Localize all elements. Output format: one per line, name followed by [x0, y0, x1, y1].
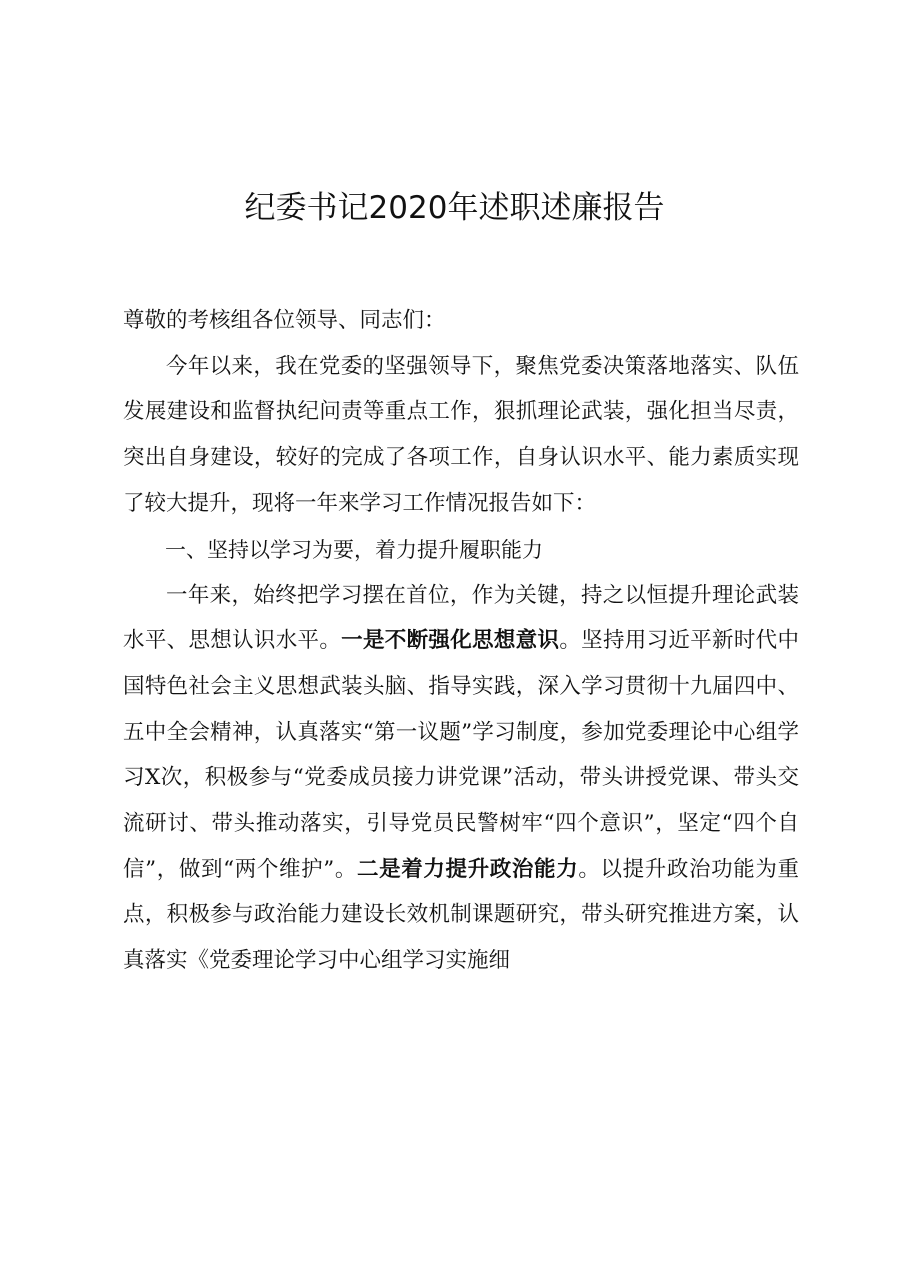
bold-point-two: 二是着力提升政治能力: [357, 856, 579, 882]
document-title: 纪委书记2020年述职述廉报告: [244, 190, 665, 226]
intro-paragraph: 今年以来，我在党委的坚强领导下，聚焦党委决策落地落实、队伍发展建设和监督执纪问责等重点工作，狠抓理论武装，强化担当尽责，突出自身建设，较好的完成了各项工作，自身认识水平、能力素质实现了较大提升，现将一年来学习工作情况报告如下：: [123, 353, 799, 516]
paragraph-lead-text: 一年来，始终把学习摆在首位，作为关键，持之以恒提升理论武装水平、思想认识水平。: [123, 582, 799, 654]
bold-point-one: 一是不断强化思想意识: [341, 628, 560, 654]
salutation: 尊敬的考核组各位领导、同志们：: [123, 308, 446, 333]
paragraph-tail-text: 。以提升政治功能为重点，积极参与政治能力建设长效机制课题研究，带头研究推进方案，认真落实《党委理论学习中心组学习实施细: [123, 856, 799, 974]
document-body: [123, 298, 799, 984]
section-heading: 一、坚持以学习为要，着力提升履职能力: [165, 537, 543, 562]
paragraph-middle-text: 。坚持用习近平新时代中国特色社会主义思想武装头脑、指导实践，深入学习贯彻十九届四中、五中全会精神，认真落实“第一议题”学习制度，参加党委理论中心组学习X次，积极参与“党委成员接力讲党课”活动，带头讲授党课、带头交流研讨、带头推动落实，引导党员民警树牢“四个意识”，坚定“四个自信”，做到“两个维护”。: [123, 628, 799, 882]
section-paragraph: [123, 573, 799, 984]
